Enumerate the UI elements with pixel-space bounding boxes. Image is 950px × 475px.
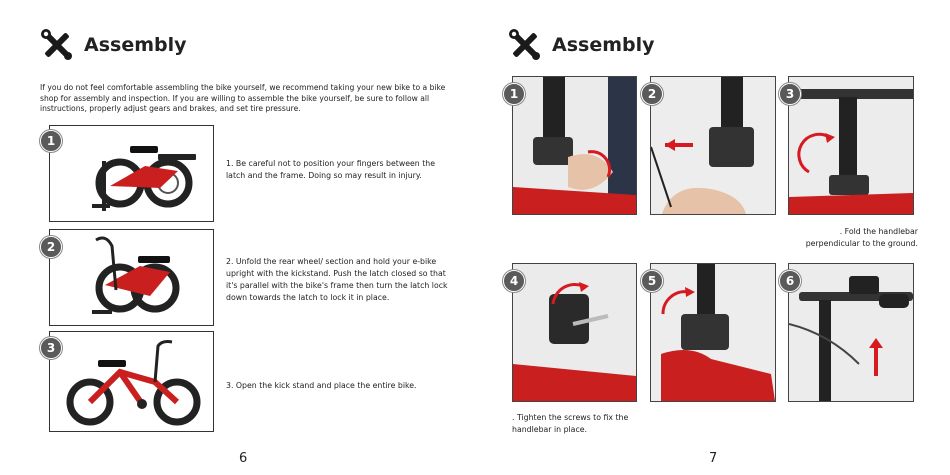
caption-tighten-screws: . Tighten the screws to fix the handlebar in place.: [512, 413, 629, 434]
intro-text: If you do not feel comfortable assembling the bike yourself, we recommend taking your new bike to a bike shop for assembly and inspection. If you are willing to assemble the bike yourself, be sure to follow all instructions, properly adjust gears and brakes, and set tire pressure.: [40, 83, 446, 113]
caption-fold-handlebar: . Fold the handlebar perpendicular to the ground.: [805, 227, 918, 248]
photo-badge: 2: [641, 83, 663, 105]
right-header: [508, 28, 655, 62]
step-3-image: [49, 331, 214, 432]
photo-badge: 3: [779, 83, 801, 105]
step-1-text: 1. Be careful not to position your fingers between the latch and the frame. Doing so may result in injury.: [226, 159, 436, 180]
step-2-text: 2. Unfold the rear wheel/ section and hold your e-bike upright with the kickstand. Push the latch closed so that it's parallel with the bike's frame then turn the latch lock down towards the latch to lock it in place.: [226, 257, 448, 302]
photo-6: [788, 263, 914, 402]
photo-1: [512, 76, 637, 215]
page-number: 7: [709, 451, 718, 466]
right-page: [475, 0, 950, 475]
step-badge: 2: [40, 236, 62, 258]
page-number: 6: [239, 451, 248, 466]
left-page: [0, 0, 470, 475]
page-title: Assembly: [84, 34, 187, 56]
step-1-image: [49, 125, 214, 222]
photo-badge: 1: [503, 83, 525, 105]
step-badge: 3: [40, 337, 62, 359]
photo-badge: 4: [503, 270, 525, 292]
step-3-text: 3. Open the kick stand and place the entire bike.: [226, 381, 417, 390]
photo-2: [650, 76, 776, 215]
step-badge: 1: [40, 130, 62, 152]
photo-4: [512, 263, 637, 402]
photo-badge: 6: [779, 270, 801, 292]
page-title: Assembly: [552, 34, 655, 56]
photo-badge: 5: [641, 270, 663, 292]
photo-5: [650, 263, 776, 402]
step-2-image: [49, 229, 214, 326]
left-header: [40, 28, 187, 62]
photo-3: [788, 76, 914, 215]
wrench-screwdriver-icon: [508, 28, 542, 62]
wrench-screwdriver-icon: [40, 28, 74, 62]
